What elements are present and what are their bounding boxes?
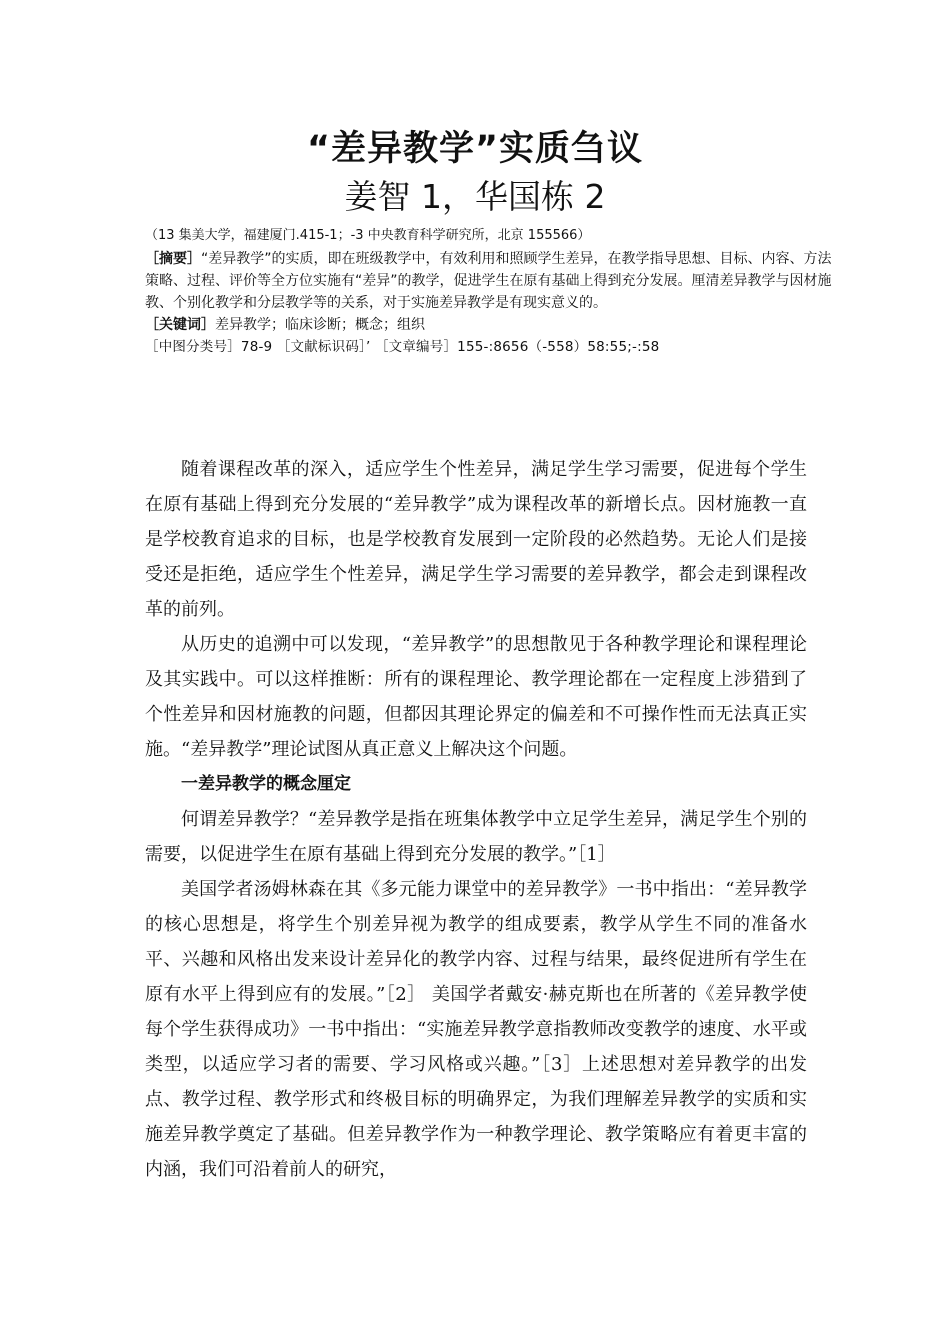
abstract-block bbox=[145, 248, 835, 314]
front-matter bbox=[145, 226, 835, 358]
abstract-line-3: 教、个别化教学和分层教学等的关系，对于实施差异教学是有现实意义的。 bbox=[145, 295, 607, 311]
body-paragraph-4: 美国学者汤姆林森在其《多元能力课堂中的差异教学》一书中指出：“差异教学的核心思想是，将学生个别差异视为教学的组成要素，教学从学生不同的准备水平、兴趣和风格出发来设计差异化的教学内容、过程与结果，最终促进所有学生在原有水平上得到应有的发展。”［2］ 美国学者戴安·赫克斯也在所著的《差异教学使每个学生获得成功》一书中指出：“实施差异教学意指教师改变教学的速度、水平或类型，以适应学习者的需要、学习风格或兴趣。”［3］上述思想对差异教学的出发点、教学过程、教学形式和终极目标的明确界定，为我们理解差异教学的实质和实施差异教学奠定了基础。但差异教学作为一种教学理论、教学策略应有着更丰富的内涵，我们可沿着前人的研究， bbox=[145, 879, 807, 1180]
paper-authors: 姜智 1，华国栋 2 bbox=[344, 177, 606, 216]
affiliation: （13 集美大学，福建厦门.415-1；-3 中央教育科学研究所，北京 155566） bbox=[145, 228, 591, 243]
body-paragraph-3: 何谓差异教学？“差异教学是指在班集体教学中立足学生差异，满足学生个别的需要，以促进学生在原有基础上得到充分发展的教学。”［1］ bbox=[145, 809, 807, 865]
abstract-line-2: 策略、过程、评价等全方位实施有“差异”的教学，促进学生在原有基础上得到充分发展。厘清差异教学与因材施 bbox=[145, 273, 832, 289]
classification-line: ［中图分类号］78-9 ［文献标识码］’ ［文章编号］155-:8656（-558）58:55;-:58 bbox=[145, 339, 660, 355]
body-paragraph-1: 随着课程改革的深入，适应学生个性差异，满足学生学习需要，促进每个学生在原有基础上得到充分发展的“差异教学”成为课程改革的新增长点。因材施教一直是学校教育追求的目标，也是学校教育发展到一定阶段的必然趋势。无论人们是接受还是拒绝，适应学生个性差异，满足学生学习需要的差异教学，都会走到课程改革的前列。 bbox=[145, 459, 807, 620]
abstract-line-1 bbox=[145, 248, 835, 270]
keywords-label: ［关键词］ bbox=[145, 317, 215, 333]
body-text bbox=[145, 452, 807, 1187]
keywords-text: 差异教学；临床诊断；概念；组织 bbox=[215, 317, 425, 333]
keywords-line bbox=[145, 314, 835, 336]
paper-title: “差异教学”实质刍议 bbox=[306, 129, 643, 169]
abstract-label: ［摘要］ bbox=[145, 251, 201, 267]
body-paragraph-2: 从历史的追溯中可以发现，“差异教学”的思想散见于各种教学理论和课程理论及其实践中。可以这样推断：所有的课程理论、教学理论都在一定程度上涉猎到了个性差异和因材施教的问题，但都因其理论界定的偏差和不可操作性而无法真正实施。“差异教学”理论试图从真正意义上解决这个问题。 bbox=[145, 634, 807, 760]
abstract-text-1: “差异教学”的实质，即在班级教学中，有效利用和照顾学生差异，在教学指导思想、目标、内容、方法 bbox=[201, 251, 832, 267]
section-heading: 一差异教学的概念厘定 bbox=[181, 774, 351, 794]
